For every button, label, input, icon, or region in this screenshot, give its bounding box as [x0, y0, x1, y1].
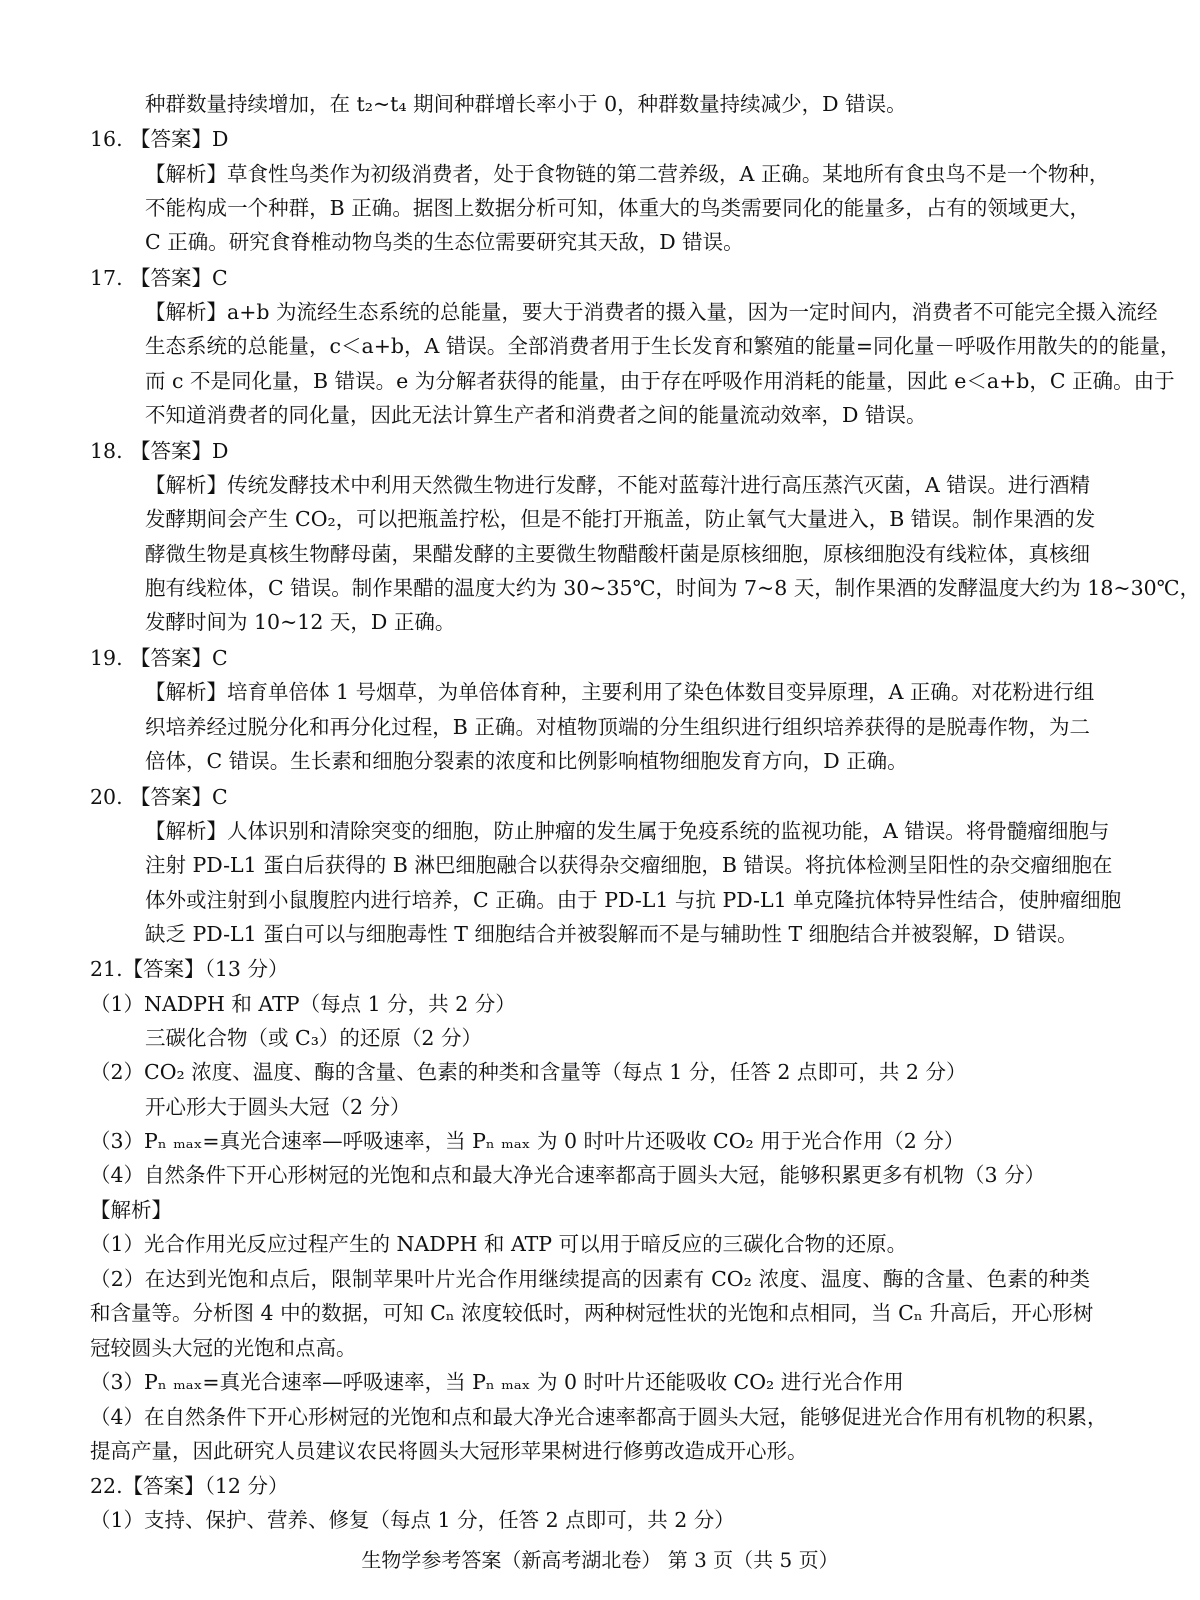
text-line: 【解析】人体识别和清除突变的细胞，防止肿瘤的发生属于免疫系统的监视功能，A 错误。将骨髓瘤细胞与	[145, 819, 1110, 843]
question-19-answer: 19. 【答案】C	[90, 646, 228, 670]
question-16-answer: 16. 【答案】D	[90, 127, 229, 151]
text-line: 提高产量，因此研究人员建议农民将圆头大冠形苹果树进行修剪改造成开心形。	[90, 1439, 808, 1463]
question-22-header: 22.【答案】（12 分）	[90, 1474, 289, 1498]
text-line: 而 c 不是同化量，B 错误。e 为分解者获得的能量，由于存在呼吸作用消耗的能量，因此 e＜a+b，C 正确。由于	[145, 369, 1175, 393]
question-18-answer: 18. 【答案】D	[90, 439, 229, 463]
analysis-label: 【解析】	[90, 1198, 172, 1222]
text-line: 三碳化合物（或 C₃）的还原（2 分）	[145, 1026, 482, 1050]
text-line: 开心形大于圆头大冠（2 分）	[145, 1095, 411, 1119]
question-17-answer: 17. 【答案】C	[90, 266, 228, 290]
text-line: （2）CO₂ 浓度、温度、酶的含量、色素的种类和含量等（每点 1 分，任答 2 点即可，共 2 分）	[90, 1060, 967, 1084]
text-line: （2）在达到光饱和点后，限制苹果叶片光合作用继续提高的因素有 CO₂ 浓度、温度、酶的含量、色素的种类	[90, 1267, 1090, 1291]
text-line: （4）在自然条件下开心形树冠的光饱和点和最大净光合速率都高于圆头大冠，能够促进光合作用有机物的积累，	[90, 1405, 1108, 1429]
text-line: 不知道消费者的同化量，因此无法计算生产者和消费者之间的能量流动效率，D 错误。	[145, 403, 927, 427]
text-line: （1）支持、保护、营养、修复（每点 1 分，任答 2 点即可，共 2 分）	[90, 1508, 735, 1532]
text-line: 胞有线粒体，C 错误。制作果醋的温度大约为 30~35℃，时间为 7~8 天，制作果酒的发酵温度大约为 18~30℃，	[145, 576, 1200, 600]
text-line: 注射 PD-L1 蛋白后获得的 B 淋巴细胞融合以获得杂交瘤细胞，B 错误。将抗体检测呈阳性的杂交瘤细胞在	[145, 853, 1113, 877]
text-line: 【解析】草食性鸟类作为初级消费者，处于食物链的第二营养级，A 正确。某地所有食虫鸟不是一个物种，	[145, 162, 1110, 186]
text-line: 缺乏 PD-L1 蛋白可以与细胞毒性 T 细胞结合并被裂解而不是与辅助性 T 细胞结合并被裂解，D 错误。	[145, 922, 1078, 946]
text-line: （3）Pₙ ₘₐₓ=真光合速率—呼吸速率，当 Pₙ ₘₐₓ 为 0 时叶片还吸收 CO₂ 用于光合作用（2 分）	[90, 1129, 965, 1153]
text-line: 织培养经过脱分化和再分化过程，B 正确。对植物顶端的分生组织进行组织培养获得的是脱毒作物，为二	[145, 715, 1090, 739]
text-line: 发酵期间会产生 CO₂，可以把瓶盖拧松，但是不能打开瓶盖，防止氧气大量进入，B 错误。制作果酒的发	[145, 507, 1096, 531]
text-line: （1）NADPH 和 ATP（每点 1 分，共 2 分）	[90, 992, 516, 1016]
text-line: 发酵时间为 10~12 天，D 正确。	[145, 610, 456, 634]
text-line: 不能构成一个种群，B 正确。据图上数据分析可知，体重大的鸟类需要同化的能量多，占有的领域更大，	[145, 196, 1090, 220]
text-line: 酵微生物是真核生物酵母菌，果醋发酵的主要微生物醋酸杆菌是原核细胞，原核细胞没有线粒体，真核细	[145, 542, 1090, 566]
text-line: 体外或注射到小鼠腹腔内进行培养，C 正确。由于 PD-L1 与抗 PD-L1 单克隆抗体特异性结合，使肿瘤细胞	[145, 888, 1122, 912]
text-line: （3）Pₙ ₘₐₓ=真光合速率—呼吸速率，当 Pₙ ₘₐₓ 为 0 时叶片还能吸收 CO₂ 进行光合作用	[90, 1370, 904, 1394]
text-line: 冠较圆头大冠的光饱和点高。	[90, 1336, 357, 1360]
question-20-answer: 20. 【答案】C	[90, 785, 228, 809]
text-line: 和含量等。分析图 4 中的数据，可知 Cₙ 浓度较低时，两种树冠性状的光饱和点相同，当 Cₙ 升高后，开心形树	[90, 1301, 1094, 1325]
text-line: 【解析】a+b 为流经生态系统的总能量，要大于消费者的摄入量，因为一定时间内，消费者不可能完全摄入流经	[145, 300, 1158, 324]
text-line: C 正确。研究食脊椎动物鸟类的生态位需要研究其天敌，D 错误。	[145, 230, 744, 254]
text-line: （4）自然条件下开心形树冠的光饱和点和最大净光合速率都高于圆头大冠，能够积累更多有机物（3 分）	[90, 1163, 1046, 1187]
question-21-header: 21.【答案】（13 分）	[90, 957, 289, 981]
text-line: 【解析】传统发酵技术中利用天然微生物进行发酵，不能对蓝莓汁进行高压蒸汽灭菌，A 错误。进行酒精	[145, 473, 1090, 497]
text-line: 种群数量持续增加，在 t₂~t₄ 期间种群增长率小于 0，种群数量持续减少，D 错误。	[145, 92, 907, 116]
text-line: 【解析】培育单倍体 1 号烟草，为单倍体育种，主要利用了染色体数目变异原理，A 正确。对花粉进行组	[145, 680, 1095, 704]
text-line: 生态系统的总能量，c＜a+b，A 错误。全部消费者用于生长发育和繁殖的能量=同化量－呼吸作用散失的的能量，	[145, 334, 1181, 358]
text-line: （1）光合作用光反应过程产生的 NADPH 和 ATP 可以用于暗反应的三碳化合物的还原。	[90, 1232, 908, 1256]
page-footer: 生物学参考答案（新高考湖北卷） 第 3 页（共 5 页）	[361, 1548, 839, 1572]
text-line: 倍体，C 错误。生长素和细胞分裂素的浓度和比例影响植物细胞发育方向，D 正确。	[145, 749, 908, 773]
